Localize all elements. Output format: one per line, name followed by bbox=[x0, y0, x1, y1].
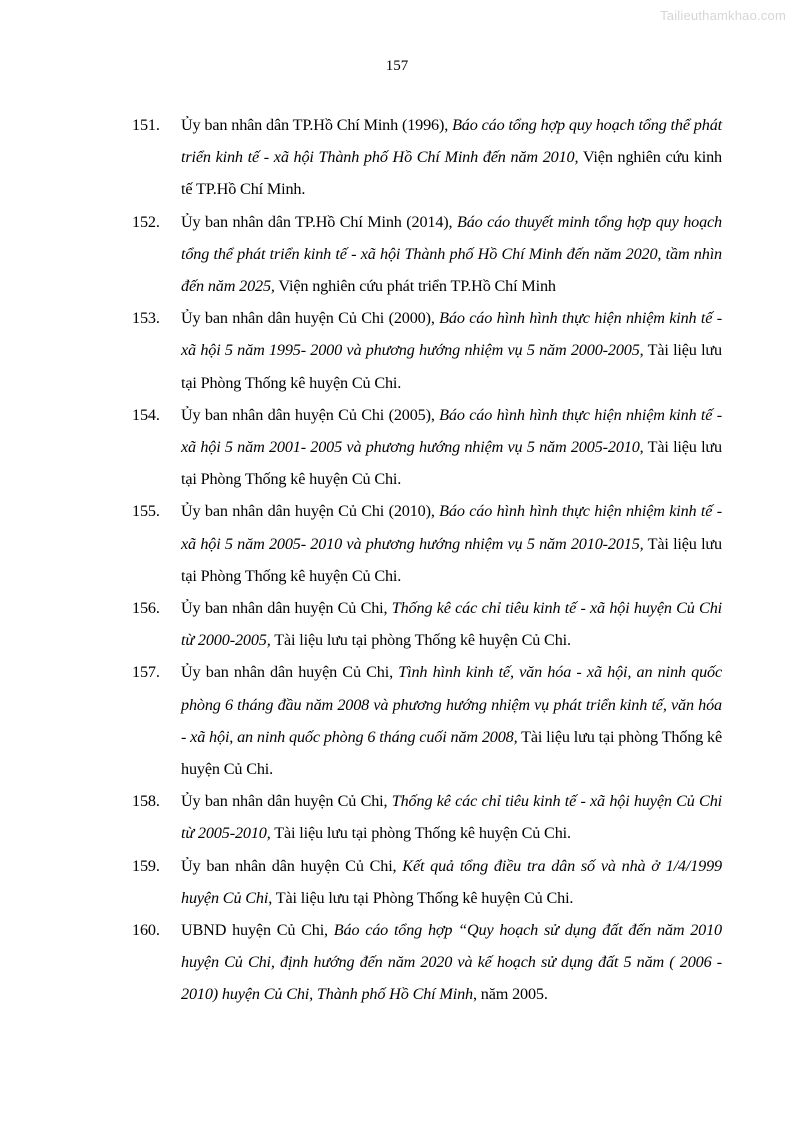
reference-author: UBND huyện Củ Chi, bbox=[181, 921, 334, 940]
reference-author: Ủy ban nhân dân huyện Củ Chi, bbox=[181, 663, 399, 682]
reference-number: 158. bbox=[132, 792, 160, 811]
reference-item bbox=[132, 495, 722, 592]
reference-item bbox=[132, 592, 722, 656]
watermark-text: Tailieuthamkhao.com bbox=[660, 8, 786, 23]
reference-source: Tài liệu lưu tại Phòng Thống kê huyện Củ Chi. bbox=[181, 534, 722, 585]
reference-number: 154. bbox=[132, 405, 160, 424]
reference-item bbox=[132, 399, 722, 496]
reference-source: , Tài liệu lưu tại Phòng Thống kê huyện Củ Chi. bbox=[268, 888, 574, 907]
reference-number: 160. bbox=[132, 921, 160, 940]
reference-number: 159. bbox=[132, 856, 160, 875]
reference-source: Tài liệu lưu tại phòng Thống kê huyện Củ Chi. bbox=[181, 727, 722, 779]
reference-item bbox=[132, 785, 722, 849]
reference-author: Ủy ban nhân dân TP.Hồ Chí Minh (2014), bbox=[181, 212, 457, 231]
reference-source: , Tài liệu lưu tại Phòng Thống kê huyện Củ Chi. bbox=[181, 438, 723, 489]
reference-item bbox=[132, 850, 722, 914]
reference-source: , Tài liệu lưu tại Phòng Thống kê huyện Củ Chi. bbox=[181, 341, 723, 392]
reference-number: 155. bbox=[132, 502, 160, 521]
reference-title: Báo cáo tổng hợp “Quy hoạch sử dụng đất đến năm 2010 huyện Củ Chi, định hướng đến năm 2020 và kế hoạch sử dụng đất 5 năm ( 2006 - 2010) huyện Củ Chi, Thành phố Hồ Chí Minh bbox=[181, 921, 722, 1004]
reference-title: Tình hình kinh tế, văn hóa - xã hội, an ninh quốc phòng 6 tháng đầu năm 2008 và phương hướng nhiệm vụ phát triển kinh tế, văn hóa - xã hội, an ninh quốc phòng 6 tháng cuối năm 2008, bbox=[181, 663, 722, 746]
reference-author: Ủy ban nhân dân TP.Hồ Chí Minh (1996), bbox=[181, 116, 453, 134]
reference-author: Ủy ban nhân dân huyện Củ Chi (2000), bbox=[181, 309, 440, 328]
reference-title: Báo cáo hình hình thực hiện nhiệm kinh tế - xã hội 5 năm 2001- 2005 và phương hướng nhiệm vụ 5 năm 2005-2010 bbox=[181, 405, 722, 457]
reference-number: 157. bbox=[132, 663, 160, 682]
reference-number: 153. bbox=[132, 309, 160, 328]
reference-title: Kết quả tổng điều tra dân số và nhà ở 1/4/1999 huyện Củ Chi bbox=[181, 856, 722, 907]
page-number: 157 bbox=[385, 58, 409, 74]
reference-item bbox=[132, 656, 722, 785]
reference-title: Thống kê các chỉ tiêu kinh tế - xã hội huyện Củ Chi từ 2005-2010, bbox=[181, 792, 722, 843]
reference-source: Tài liệu lưu tại phòng Thống kê huyện Củ Chi. bbox=[270, 824, 571, 843]
reference-title: Báo cáo hình hình thực hiện nhiệm kinh tế - xã hội 5 năm 2005- 2010 và phương hướng nhiệm vụ 5 năm 2010-2015, bbox=[181, 502, 722, 553]
reference-author: Ủy ban nhân dân huyện Củ Chi (2010), bbox=[181, 502, 440, 521]
reference-title: Báo cáo thuyết minh tổng hợp quy hoạch tổng thể phát triển kinh tế - xã hội Thành phố Hồ Chí Minh đến năm 2020, tầm nhìn đến năm 2025, bbox=[181, 212, 723, 296]
reference-title: Báo cáo hình hình thực hiện nhiệm kinh tế - xã hội 5 năm 1995- 2000 và phương hướng nhiệm vụ 5 năm 2000-2005 bbox=[181, 309, 722, 360]
reference-number: 152. bbox=[132, 212, 160, 231]
reference-list bbox=[132, 109, 722, 1011]
reference-source: , năm 2005. bbox=[472, 985, 548, 1004]
reference-author: Ủy ban nhân dân huyện Củ Chi (2005), bbox=[181, 405, 440, 424]
reference-source: Viện nghiên cứu phát triển TP.Hồ Chí Minh bbox=[274, 277, 556, 296]
reference-item bbox=[132, 206, 722, 303]
reference-number: 156. bbox=[132, 599, 160, 618]
reference-author: Ủy ban nhân dân huyện Củ Chi, bbox=[181, 792, 392, 811]
reference-title: Thống kê các chỉ tiêu kinh tế - xã hội huyện Củ Chi từ 2000-2005, bbox=[181, 599, 722, 650]
reference-source: Viện nghiên cứu kinh tế TP.Hồ Chí Minh. bbox=[181, 148, 722, 199]
reference-source: Tài liệu lưu tại phòng Thống kê huyện Củ Chi. bbox=[270, 631, 571, 650]
reference-item bbox=[132, 302, 722, 399]
reference-item bbox=[132, 914, 722, 1011]
reference-author: Ủy ban nhân dân huyện Củ Chi, bbox=[181, 599, 392, 618]
reference-item bbox=[132, 109, 722, 206]
reference-author: Ủy ban nhân dân huyện Củ Chi, bbox=[181, 856, 403, 875]
reference-number: 151. bbox=[132, 116, 160, 134]
reference-title: Báo cáo tổng hợp quy hoạch tổng thể phát triển kinh tế - xã hội Thành phố Hồ Chí Minh đến năm 2010, bbox=[181, 116, 722, 167]
